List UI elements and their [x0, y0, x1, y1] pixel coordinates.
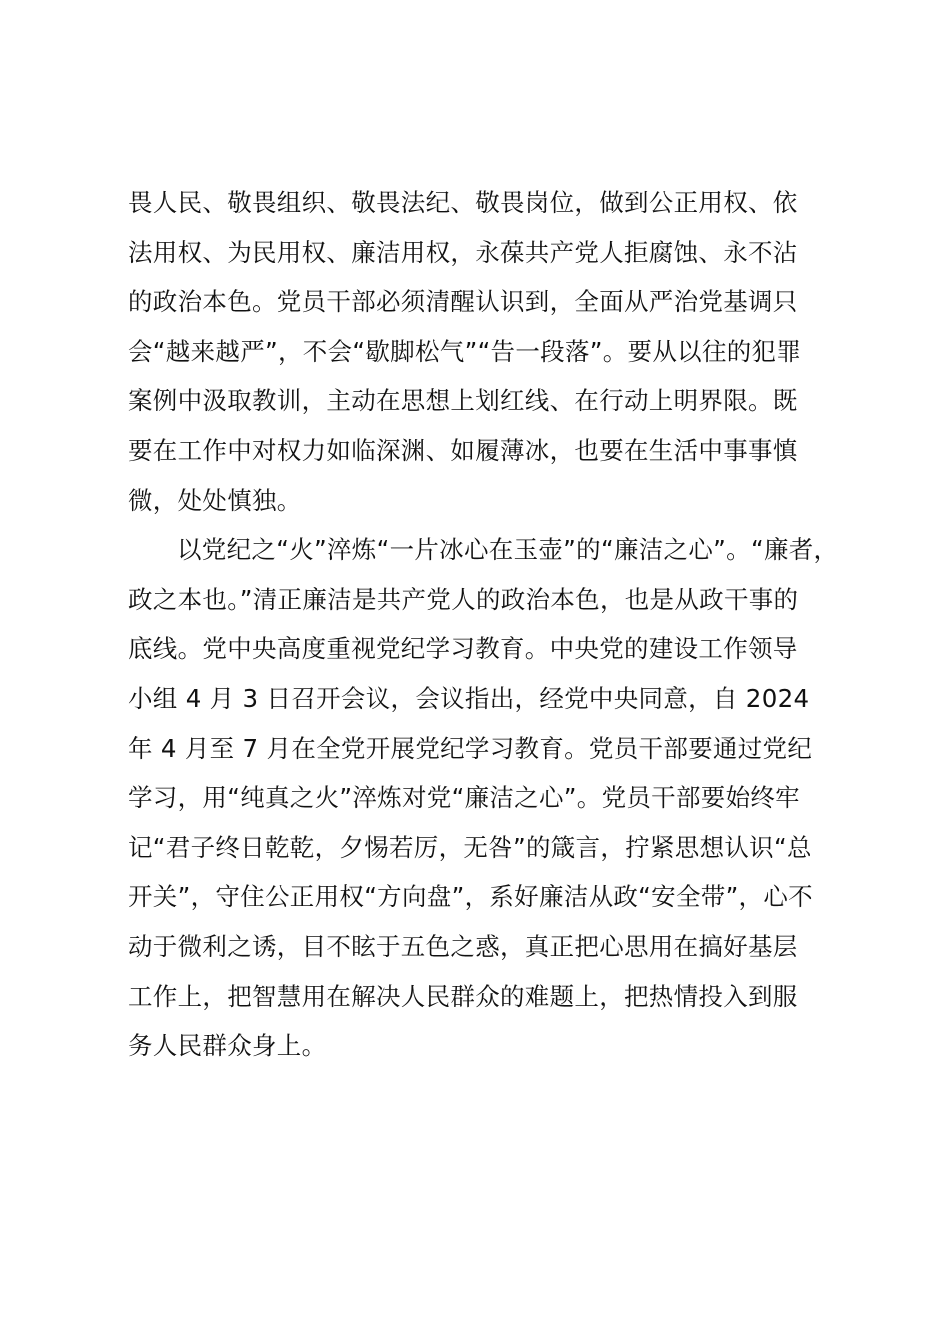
text-line: 案例中汲取教训，主动在思想上划红线、在行动上明界限。既 [128, 386, 798, 416]
paragraph-start-line: 以党纪之“火”淬炼“一片冰心在玉壶”的“廉洁之心”。“廉者， [177, 535, 839, 565]
document-body [128, 178, 838, 1071]
text-line: 务人民群众身上。 [128, 1031, 327, 1061]
text-line: 工作上，把智慧用在解决人民群众的难题上，把热情投入到服 [128, 981, 798, 1011]
text-line: 开关”，守住公正用权“方向盘”，系好廉洁从政“安全带”，心不 [128, 882, 813, 912]
text-line: 微，处处慎独。 [128, 485, 302, 515]
text-line: 政之本也。”清正廉洁是共产党人的政治本色，也是从政干事的 [128, 584, 799, 614]
text-line: 记“君子终日乾乾，夕惕若厉，无咎”的箴言，拧紧思想认识“总 [128, 832, 812, 862]
text-line: 年 4 月至 7 月在全党开展党纪学习教育。党员干部要通过党纪 [128, 733, 813, 763]
text-line: 底线。党中央高度重视党纪学习教育。中央党的建设工作领导 [128, 634, 798, 664]
text-line: 学习，用“纯真之火”淬炼对党“廉洁之心”。党员干部要始终牢 [128, 783, 800, 813]
text-line: 会“越来越严”，不会“歇脚松气”“告一段落”。要从以往的犯罪 [128, 336, 802, 366]
text-line: 畏人民、敬畏组织、敬畏法纪、敬畏岗位，做到公正用权、依 [128, 188, 798, 217]
text-line: 法用权、为民用权、廉洁用权，永葆共产党人拒腐蚀、永不沾 [128, 237, 798, 267]
text-line: 的政治本色。党员干部必须清醒认识到，全面从严治党基调只 [128, 287, 798, 317]
text-line: 小组 4 月 3 日召开会议，会议指出，经党中央同意，自 2024 [128, 683, 810, 713]
text-line: 动于微利之诱，目不眩于五色之惑，真正把心思用在搞好基层 [128, 931, 798, 961]
text-line: 要在工作中对权力如临深渊、如履薄冰，也要在生活中事事慎 [128, 435, 798, 465]
